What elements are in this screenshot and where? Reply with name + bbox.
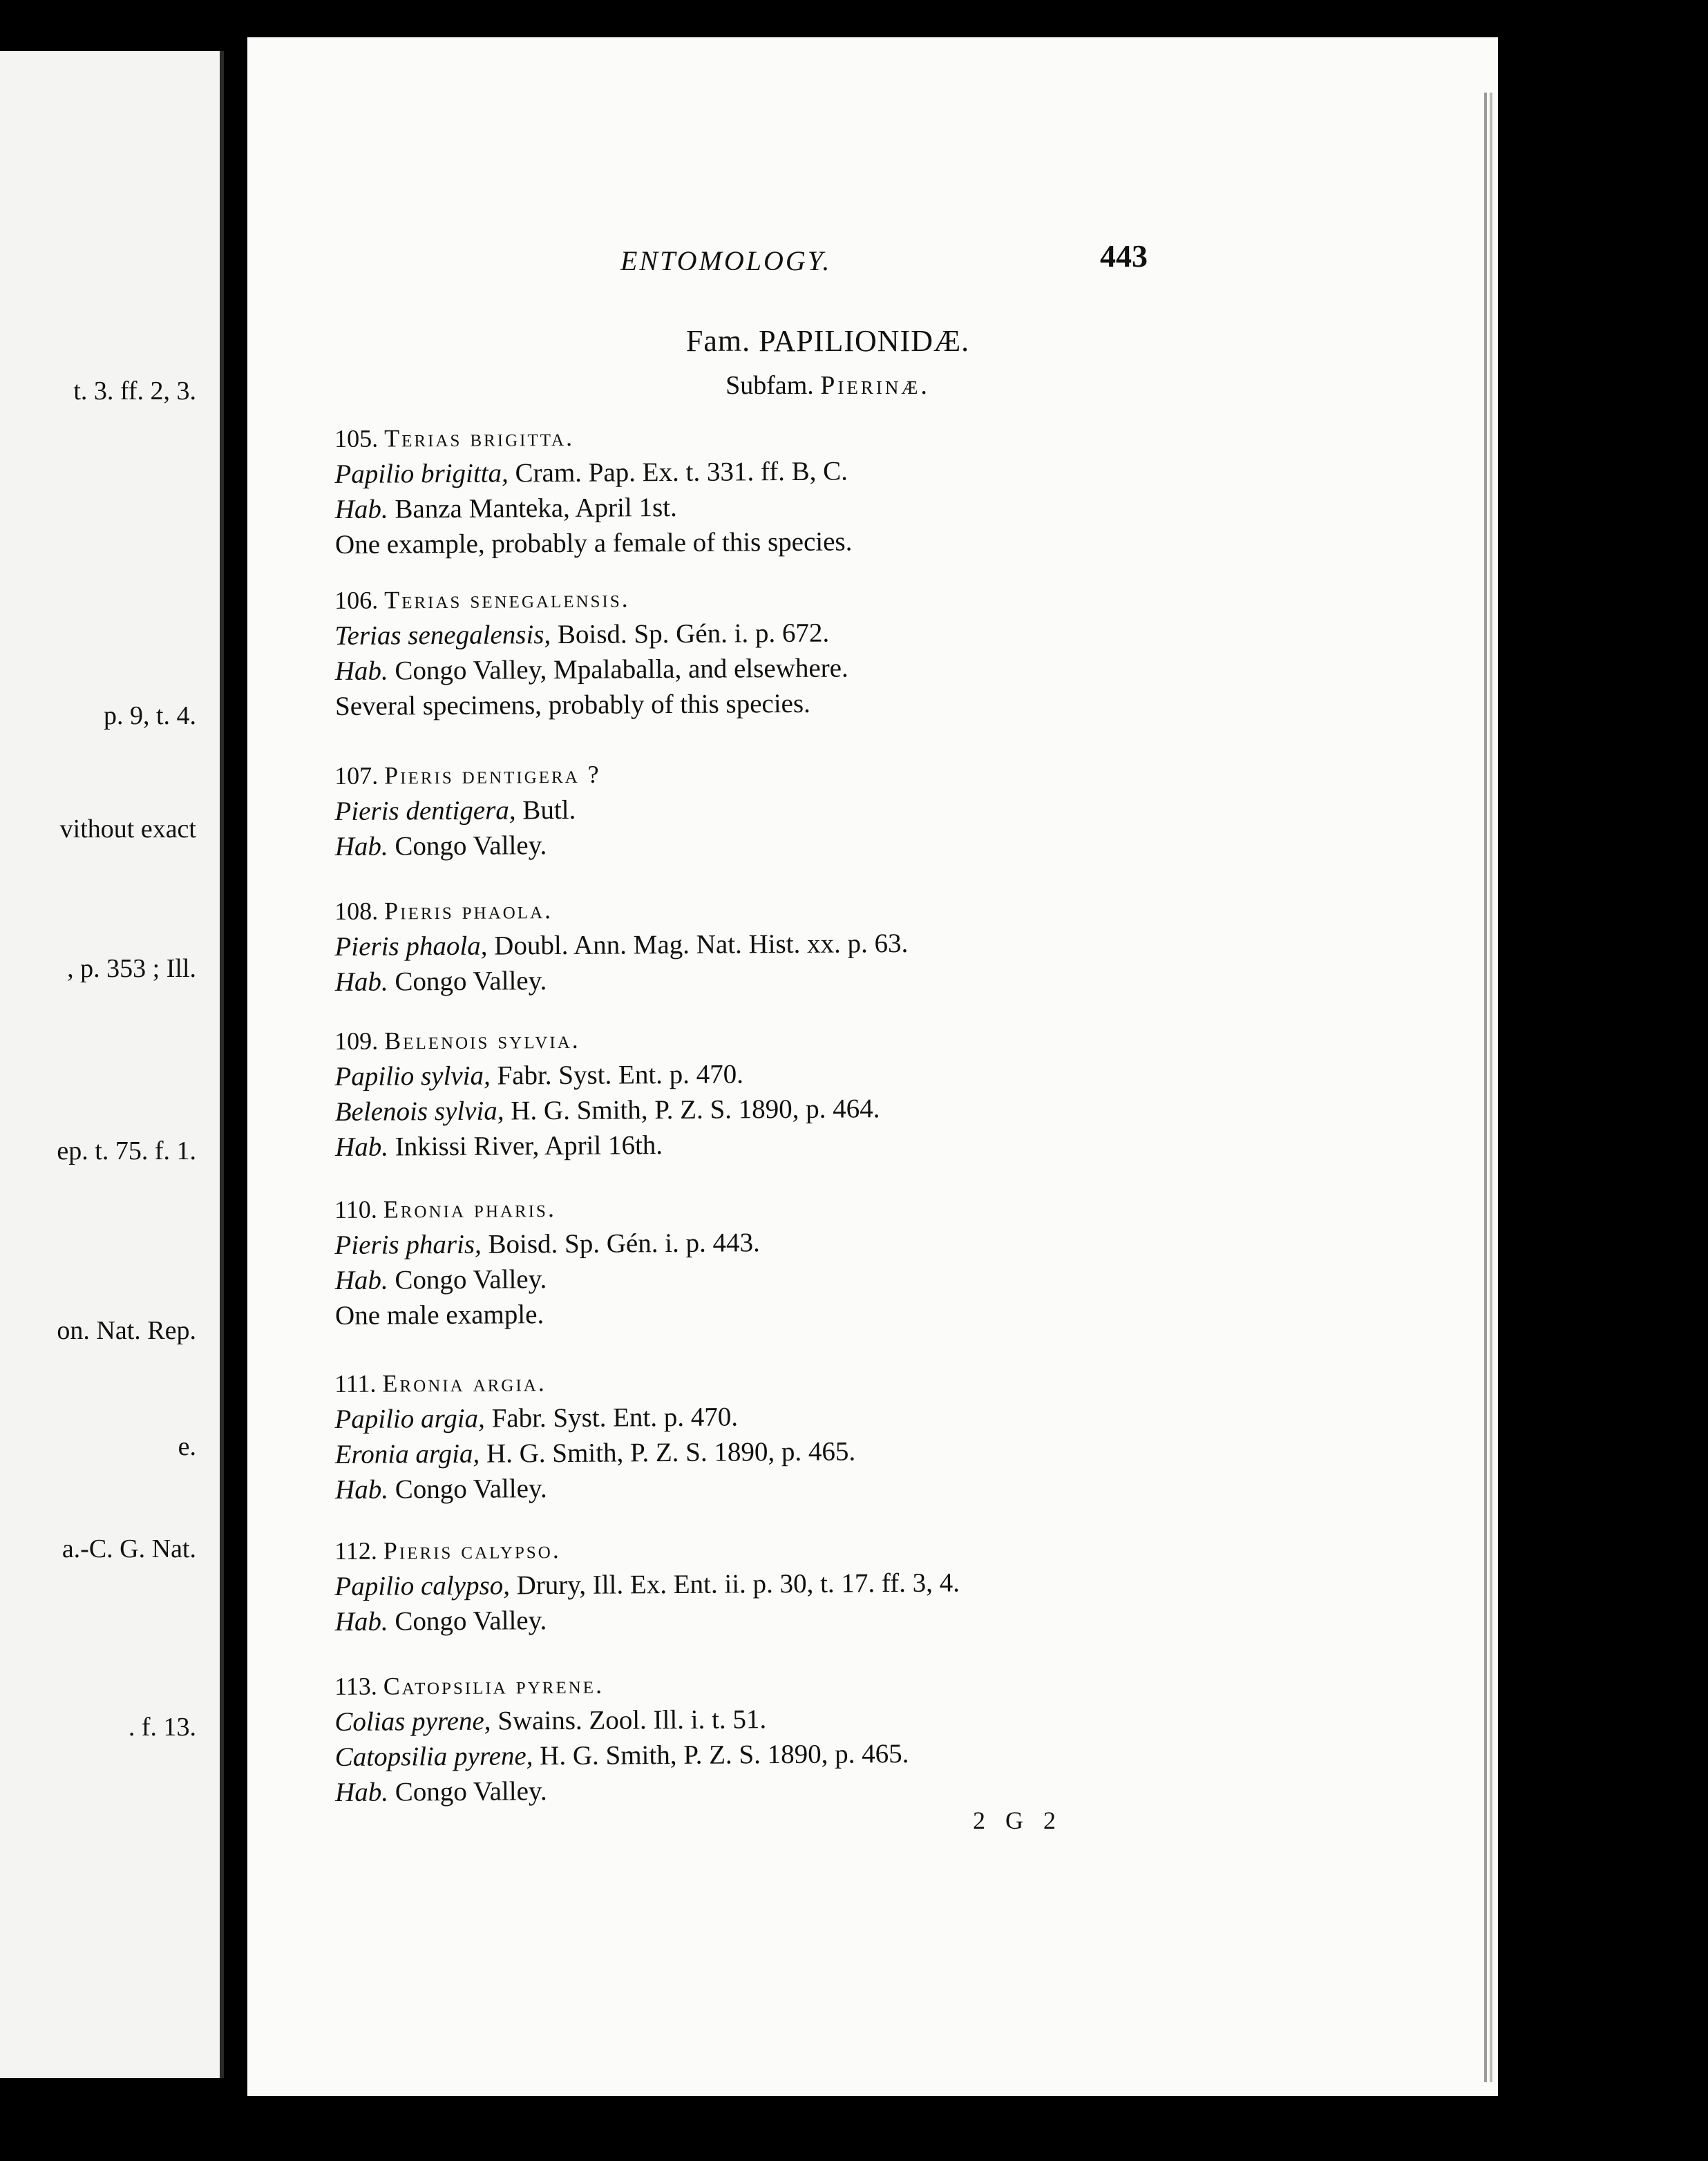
note: Several specimens, probably of this species.: [334, 688, 810, 721]
synonym: Colias pyrene,: [334, 1706, 491, 1737]
entry-number: 107.: [334, 761, 379, 790]
left-page: [0, 51, 224, 2078]
note: One example, probably a female of this species.: [334, 526, 853, 560]
entry-name: Eronia argia.: [382, 1369, 547, 1398]
species-entry: [334, 1018, 1385, 1165]
species-entry: [334, 1186, 1385, 1333]
entry-name: Pieris phaola.: [384, 896, 553, 925]
left-fragment: a.-C. G. Nat.: [61, 1534, 196, 1563]
synonym: Papilio calypso,: [334, 1570, 511, 1601]
entry-number: 111.: [334, 1369, 377, 1398]
species-entry: [334, 1360, 1385, 1507]
locality: Congo Valley.: [388, 1776, 547, 1807]
subfamily-heading: [565, 370, 1090, 401]
left-fragment: t. 3. ff. 2, 3.: [73, 377, 196, 406]
entry-number: 109.: [334, 1027, 379, 1055]
locality: Congo Valley.: [388, 1264, 547, 1295]
entry-name: Terias brigitta.: [384, 423, 575, 453]
citation: H. G. Smith, P. Z. S. 1890, p. 465.: [480, 1436, 856, 1469]
left-fragment: ep. t. 75. f. 1.: [57, 1136, 196, 1165]
synonym: Catopsilia pyrene,: [334, 1741, 533, 1772]
citation: Drury, Ill. Ex. Ent. ii. p. 30, t. 17. ff. 3, 4.: [509, 1568, 960, 1601]
entry-name: Terias senegalensis.: [384, 584, 630, 614]
entry-name: Pieris calypso.: [383, 1535, 561, 1565]
species-entry: [334, 1663, 1385, 1810]
entry-name: Eronia pharis.: [383, 1194, 557, 1224]
page-number: 443: [1100, 238, 1148, 274]
species-entry: [334, 752, 1385, 864]
page-edge: [1490, 93, 1492, 2082]
entry-number: 113.: [334, 1672, 377, 1700]
synonym: Papilio brigitta,: [334, 458, 509, 489]
entry-name: Catopsilia pyrene.: [383, 1670, 605, 1700]
left-fragment: p. 9, t. 4.: [103, 701, 196, 730]
right-page: [247, 37, 1498, 2096]
hab-label: Hab.: [334, 1474, 389, 1505]
citation: Doubl. Ann. Mag. Nat. Hist. xx. p. 63.: [487, 928, 909, 961]
citation: H. G. Smith, P. Z. S. 1890, p. 464.: [504, 1094, 880, 1126]
synonym: Eronia argia,: [334, 1438, 480, 1469]
species-entry: [334, 577, 1385, 724]
synonym: Belenois sylvia,: [334, 1096, 504, 1127]
entry-number: 105.: [334, 424, 379, 453]
hab-label: Hab.: [334, 1606, 388, 1637]
locality: Congo Valley.: [388, 966, 547, 997]
running-title: ENTOMOLOGY.: [620, 245, 832, 276]
left-fragment: on. Nat. Rep.: [57, 1316, 196, 1345]
species-entry: [334, 415, 1385, 562]
signature-mark: 2 G 2: [973, 1807, 1063, 1834]
citation: Fabr. Syst. Ent. p. 470.: [484, 1402, 739, 1434]
left-fragment: vithout exact: [59, 815, 196, 844]
entry-name: Pieris dentigera ?: [384, 760, 601, 790]
citation: Cram. Pap. Ex. t. 331. ff. B, C.: [508, 456, 848, 488]
note: One male example.: [334, 1300, 544, 1331]
synonym: Pieris phaola,: [334, 931, 488, 962]
hab-label: Hab.: [334, 1265, 388, 1295]
locality: Banza Manteka, April 1st.: [388, 492, 677, 524]
synonym: Papilio sylvia,: [334, 1060, 491, 1092]
hab-label: Hab.: [334, 1777, 389, 1807]
left-fragment: . f. 13.: [128, 1713, 196, 1742]
entry-name: Belenois sylvia.: [384, 1025, 580, 1055]
subfamily-name: Pierinæ.: [820, 371, 930, 400]
species-entry: [334, 888, 1385, 1000]
hab-label: Hab.: [334, 831, 388, 861]
page-edge: [1484, 93, 1487, 2082]
locality: Congo Valley.: [388, 1606, 547, 1637]
locality: Congo Valley.: [388, 830, 547, 861]
citation: Fabr. Syst. Ent. p. 470.: [490, 1059, 744, 1091]
entry-number: 106.: [334, 586, 379, 614]
synonym: Pieris dentigera,: [334, 795, 516, 826]
hab-label: Hab.: [334, 656, 388, 686]
hab-label: Hab.: [334, 1132, 389, 1162]
entry-number: 112.: [334, 1536, 377, 1565]
hab-label: Hab.: [334, 967, 388, 997]
left-fragment: , p. 353 ; Ill.: [67, 954, 196, 983]
hab-label: Hab.: [334, 494, 388, 524]
citation: Butl.: [515, 794, 576, 826]
left-fragment: e.: [178, 1432, 196, 1461]
family-heading: Fam. PAPILIONIDÆ.: [685, 324, 970, 358]
entry-number: 108.: [334, 897, 379, 925]
species-entry: [334, 1527, 1385, 1639]
synonym: Pieris pharis,: [334, 1229, 482, 1260]
citation: Swains. Zool. Ill. i. t. 51.: [491, 1704, 767, 1736]
locality: Congo Valley.: [388, 1474, 547, 1505]
citation: Boisd. Sp. Gén. i. p. 443.: [481, 1228, 760, 1259]
citation: H. G. Smith, P. Z. S. 1890, p. 465.: [533, 1738, 909, 1771]
locality: Inkissi River, April 16th.: [388, 1130, 663, 1162]
synonym: Terias senegalensis,: [334, 620, 551, 651]
synonym: Papilio argia,: [334, 1403, 486, 1434]
entry-number: 110.: [334, 1195, 377, 1224]
subfamily-prefix: Subfam.: [725, 371, 814, 400]
citation: Boisd. Sp. Gén. i. p. 672.: [551, 618, 830, 650]
locality: Congo Valley, Mpalaballa, and elsewhere.: [388, 653, 848, 686]
